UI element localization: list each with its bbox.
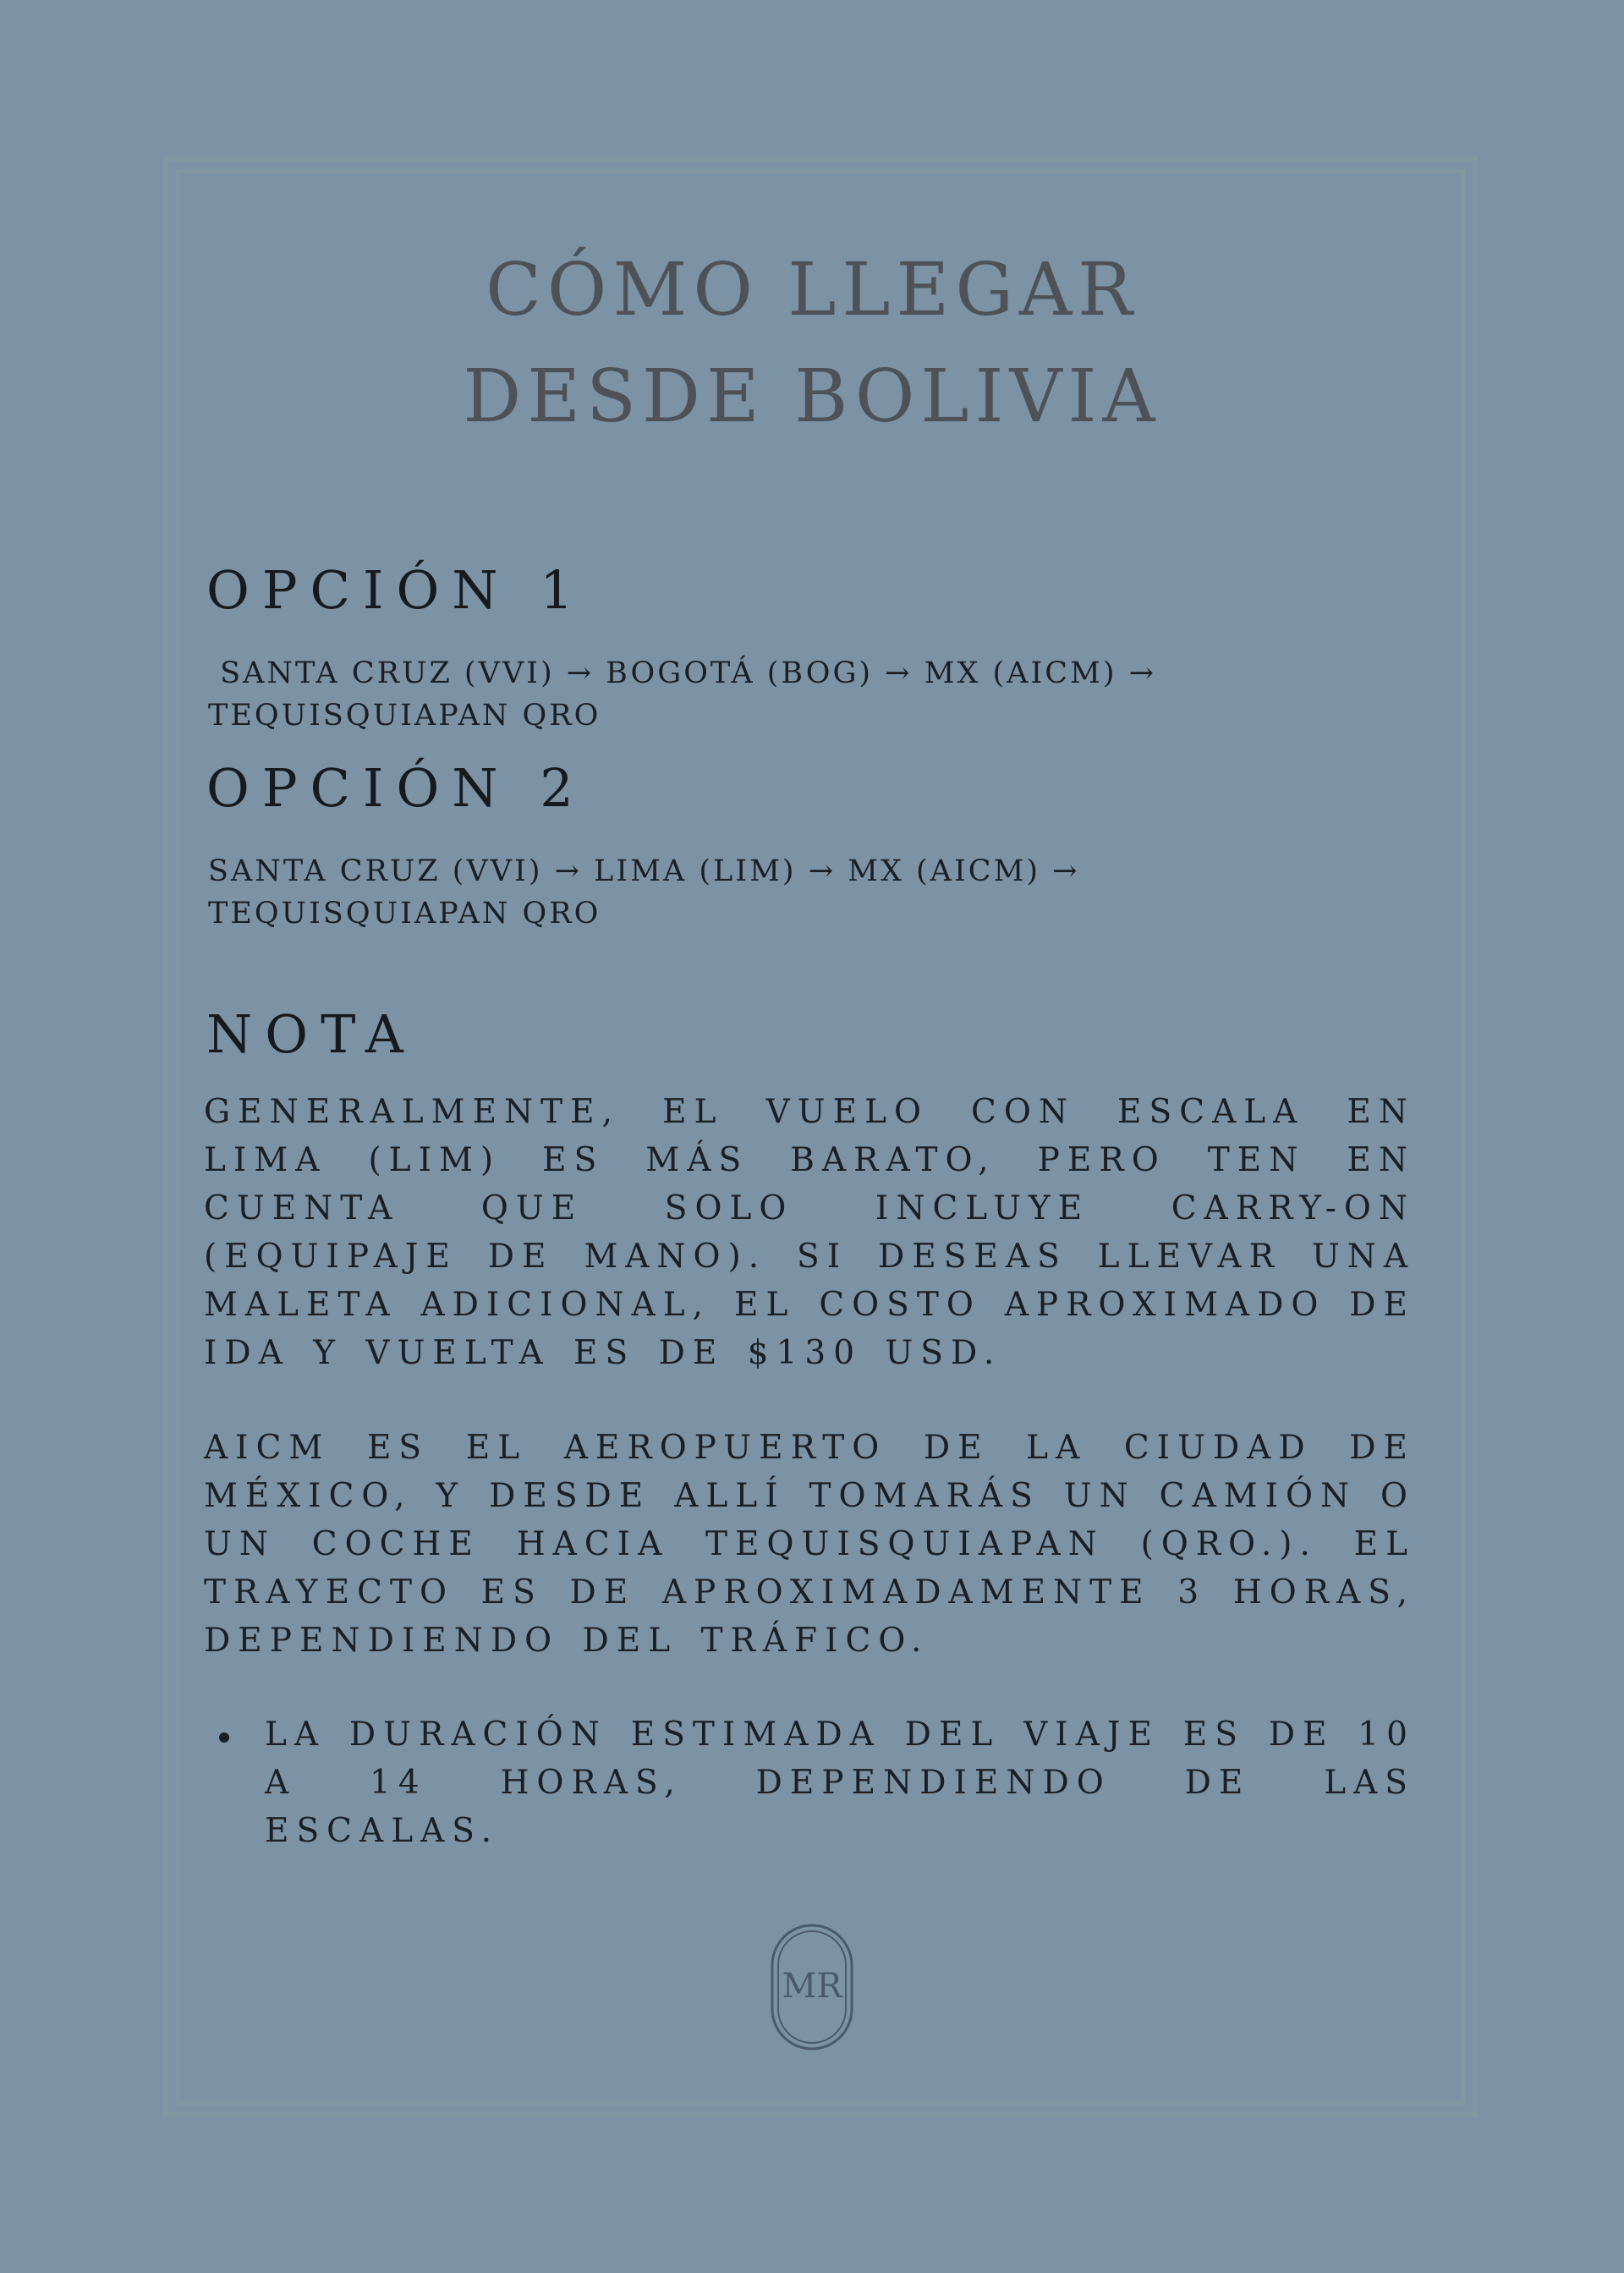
option-1-route-line-2: TEQUISQUIAPAN QRO <box>208 699 601 733</box>
note-paragraph-1: GENERALMENTE, EL VUELO CON ESCALA EN LIMA (LIM) ES MÁS BARATO, PERO TEN EN CUENTA QUE SOLO INCLUYE CARRY-ON (EQUIPAJE DE MANO). SI DESEAS LLEVAR UNA MALETA ADICIONAL, EL COSTO APROXIMADO DE IDA Y VUELTA ES DE $130 USD. <box>204 1093 1415 1372</box>
option-1-route-line-1: SANTA CRUZ (VVI) → BOGOTÁ (BOG) → MX (AICM) → <box>208 656 1156 690</box>
option-1-route <box>208 652 1308 737</box>
option-2-route-line-1: SANTA CRUZ (VVI) → LIMA (LIM) → MX (AICM) → <box>208 854 1080 888</box>
monogram-text: MR <box>782 1967 842 2006</box>
note-paragraph-2: AICM ES EL AEROPUERTO DE LA CIUDAD DE MÉXICO, Y DESDE ALLÍ TOMARÁS UN CAMIÓN O UN COCHE HACIA TEQUISQUIAPAN (QRO.). EL TRAYECTO ES DE APROXIMADAMENTE 3 HORAS, DEPENDIENDO DEL TRÁFICO. <box>204 1429 1415 1660</box>
list-item: LA DURACIÓN ESTIMADA DEL VIAJE ES DE 10 A 14 HORAS, DEPENDIENDO DE LAS ESCALAS. <box>204 1710 1415 1855</box>
note-heading: NOTA <box>206 1003 416 1065</box>
option-2-route <box>208 850 1308 935</box>
option-1-heading: OPCIÓN 1 <box>206 559 586 621</box>
note-bullet-list <box>204 1710 1415 1855</box>
option-2-heading: OPCIÓN 2 <box>206 757 586 819</box>
mr-monogram-logo <box>770 1923 854 2051</box>
page-title-line-1: CÓMO LLEGAR <box>486 248 1138 332</box>
option-2-route-line-2: TEQUISQUIAPAN QRO <box>208 897 601 931</box>
page-title <box>0 237 1624 450</box>
page-title-line-2: DESDE BOLIVIA <box>463 354 1161 439</box>
